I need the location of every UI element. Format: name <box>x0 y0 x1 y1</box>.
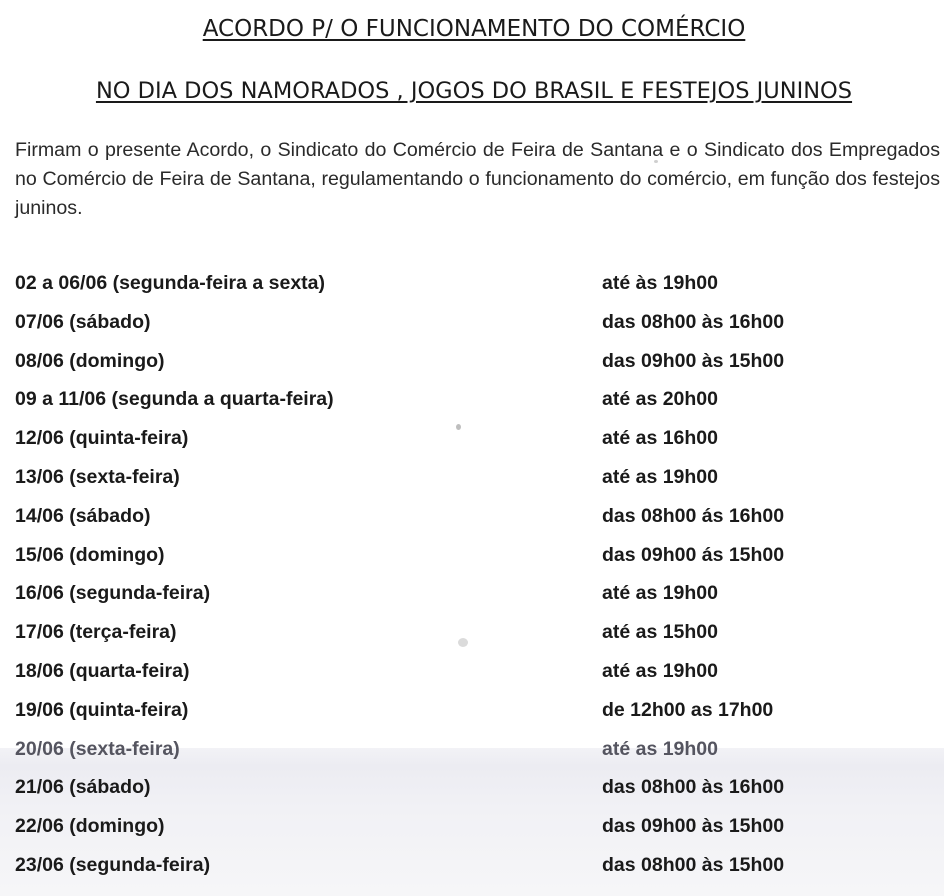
schedule-hours: até as 19h00 <box>602 465 719 488</box>
schedule-row <box>15 421 935 460</box>
schedule-date: 13/06 (sexta-feira) <box>15 465 180 488</box>
schedule-hours: das 09h00 às 15h00 <box>602 815 785 838</box>
schedule-date: 20/06 (sexta-feira) <box>15 737 180 760</box>
schedule-date: 02 a 06/06 (segunda-feira a sexta) <box>15 272 325 294</box>
schedule-hours: até as 15h00 <box>602 621 719 644</box>
schedule-hours: até as 20h00 <box>602 388 719 411</box>
schedule-list <box>15 266 935 887</box>
schedule-row <box>15 460 935 499</box>
schedule-date: 22/06 (domingo) <box>15 815 165 838</box>
schedule-hours: das 08h00 às 16h00 <box>602 776 785 799</box>
schedule-hours: até às 19h00 <box>602 272 719 294</box>
schedule-hours: das 08h00 às 15h00 <box>602 853 785 876</box>
schedule-date: 09 a 11/06 (segunda a quarta-feira) <box>15 388 334 411</box>
schedule-row <box>15 848 935 887</box>
schedule-date: 08/06 (domingo) <box>15 349 165 372</box>
schedule-row <box>15 382 935 421</box>
schedule-row <box>15 809 935 848</box>
schedule-date: 19/06 (quinta-feira) <box>15 698 189 721</box>
schedule-hours: das 09h00 às 15h00 <box>602 349 785 372</box>
schedule-row <box>15 770 935 809</box>
schedule-hours: das 08h00 às 16h00 <box>602 310 785 333</box>
scan-speck <box>456 424 461 430</box>
schedule-row <box>15 499 935 538</box>
schedule-hours: até as 19h00 <box>602 582 719 605</box>
schedule-date: 17/06 (terça-feira) <box>15 621 177 644</box>
schedule-date: 07/06 (sábado) <box>15 310 151 333</box>
document-title-line-1: ACORDO P/ O FUNCIONAMENTO DO COMÉRCIO <box>202 16 746 42</box>
schedule-date: 14/06 (sábado) <box>15 504 151 527</box>
intro-paragraph: Firmam o presente Acordo, o Sindicato do Comércio de Feira de Santana e o Sindicato dos Empregados no Comércio de Feira de Santana, regulamentando o funcionamento do comércio, em função dos festejos juninos. <box>15 139 940 219</box>
schedule-hours: de 12h00 as 17h00 <box>602 698 774 721</box>
schedule-row <box>15 344 935 383</box>
schedule-date: 23/06 (segunda-feira) <box>15 853 211 876</box>
schedule-row <box>15 576 935 615</box>
schedule-row <box>15 305 935 344</box>
schedule-date: 15/06 (domingo) <box>15 543 165 566</box>
schedule-row <box>15 654 935 693</box>
document-title-line-2: NO DIA DOS NAMORADOS , JOGOS DO BRASIL E FESTEJOS JUNINOS <box>95 78 853 104</box>
schedule-hours: das 09h00 ás 15h00 <box>602 543 785 566</box>
schedule-row <box>15 732 935 771</box>
schedule-row <box>15 693 935 732</box>
schedule-row <box>15 266 935 305</box>
schedule-hours: até as 19h00 <box>602 737 719 760</box>
schedule-date: 16/06 (segunda-feira) <box>15 582 211 605</box>
schedule-hours: até as 16h00 <box>602 427 719 450</box>
scan-speck <box>654 160 658 163</box>
schedule-hours: até as 19h00 <box>602 659 719 682</box>
schedule-date: 18/06 (quarta-feira) <box>15 659 190 682</box>
schedule-date: 21/06 (sábado) <box>15 776 151 799</box>
scan-speck <box>458 638 468 647</box>
schedule-hours: das 08h00 ás 16h00 <box>602 504 785 527</box>
schedule-date: 12/06 (quinta-feira) <box>15 427 189 450</box>
schedule-row <box>15 538 935 577</box>
schedule-row <box>15 615 935 654</box>
